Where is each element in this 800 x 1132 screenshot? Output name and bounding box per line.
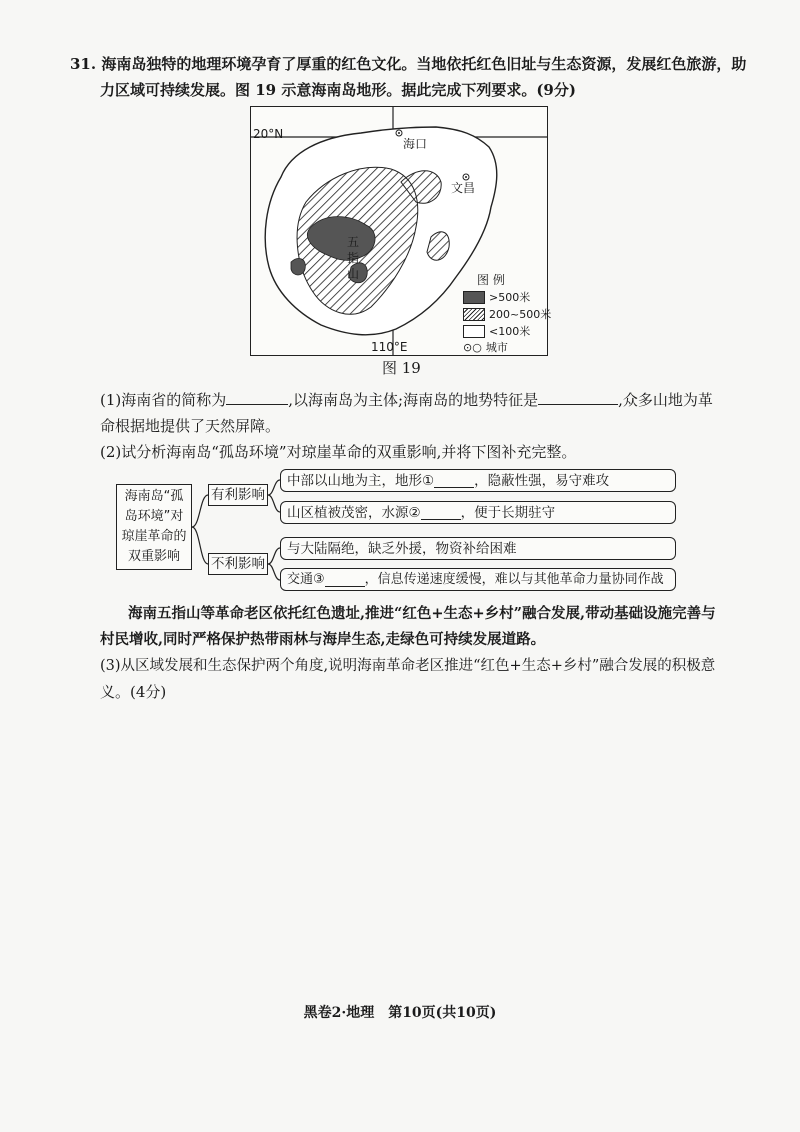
part1-line-1: (1)海南省的简称为 ,以海南岛为主体;海南岛的地势特征是 ,众多山地为革 [100,391,713,409]
mountain-label-1: 五 [347,235,360,249]
unfavorable-item-2: 交通③ ，信息传递速度缓慢，难以与其他革命力量协同作战 [280,568,676,591]
diagram-root-box: 海南岛“孤 岛环境”对 琼崖革命的 双重影响 [116,484,192,570]
question-intro-line-2: 力区域可持续发展。图 19 示意海南岛地形。据此完成下列要求。(9分) [100,81,576,99]
legend-item-above-500: >500米 [463,289,530,305]
passage-line-1: 海南五指山等革命老区依托红色遗址,推进“红色+生态+乡村”融合发展,带动基础设施完善与 [128,605,716,622]
latitude-label: 20°N [253,127,284,141]
answer-blank-5[interactable] [325,573,365,587]
legend-item-200-500: 200~500米 [463,306,551,322]
legend-title: 图 例 [477,273,505,287]
favorable-item-2: 山区植被茂密，水源② ，便于长期驻守 [280,501,676,524]
part3-line-2: 义。(4分) [100,683,167,701]
part3-line-1: (3)从区域发展和生态保护两个角度,说明海南革命老区推进“红色+生态+乡村”融合发展的积极意 [100,658,716,674]
part2-prompt: (2)试分析海南岛“孤岛环境”对琼崖革命的双重影响,并将下图补充完整。 [100,443,577,461]
favorable-impact-box: 有利影响 [208,484,268,506]
question-number: 31. [70,55,97,73]
legend-item-below-100: <100米 [463,323,530,339]
passage-line-2: 村民增收,同时严格保护热带雨林与海岸生态,走绿色可持续发展道路。 [100,631,546,648]
page-footer: 黑卷2·地理 第10页(共10页) [303,1005,497,1021]
figure-caption: 图 19 [382,359,421,377]
part1-line-2: 命根据地提供了天然屏障。 [100,417,281,435]
city-wenchang-label: 文昌 [451,181,476,195]
mountain-label-3: 山 [347,267,360,281]
city-haikou-label: 海口 [403,137,428,151]
legend-item-city: ⊙○ 城市 [463,340,508,354]
answer-blank-4[interactable] [421,506,461,520]
question-intro-text-1: 海南岛独特的地理环境孕育了厚重的红色文化。当地依托红色旧址与生态资源，发展红色旅游，助 [101,55,747,73]
unfavorable-item-1: 与大陆隔绝，缺乏外援，物资补给困难 [280,537,676,560]
unfavorable-impact-box: 不利影响 [208,553,268,575]
favorable-item-1: 中部以山地为主，地形① ，隐蔽性强，易守难攻 [280,469,676,492]
answer-blank-3[interactable] [434,474,474,488]
city-symbol-icon: ⊙○ [463,340,482,354]
mountain-label-2: 指 [347,251,360,265]
longitude-label: 110°E [371,340,408,354]
